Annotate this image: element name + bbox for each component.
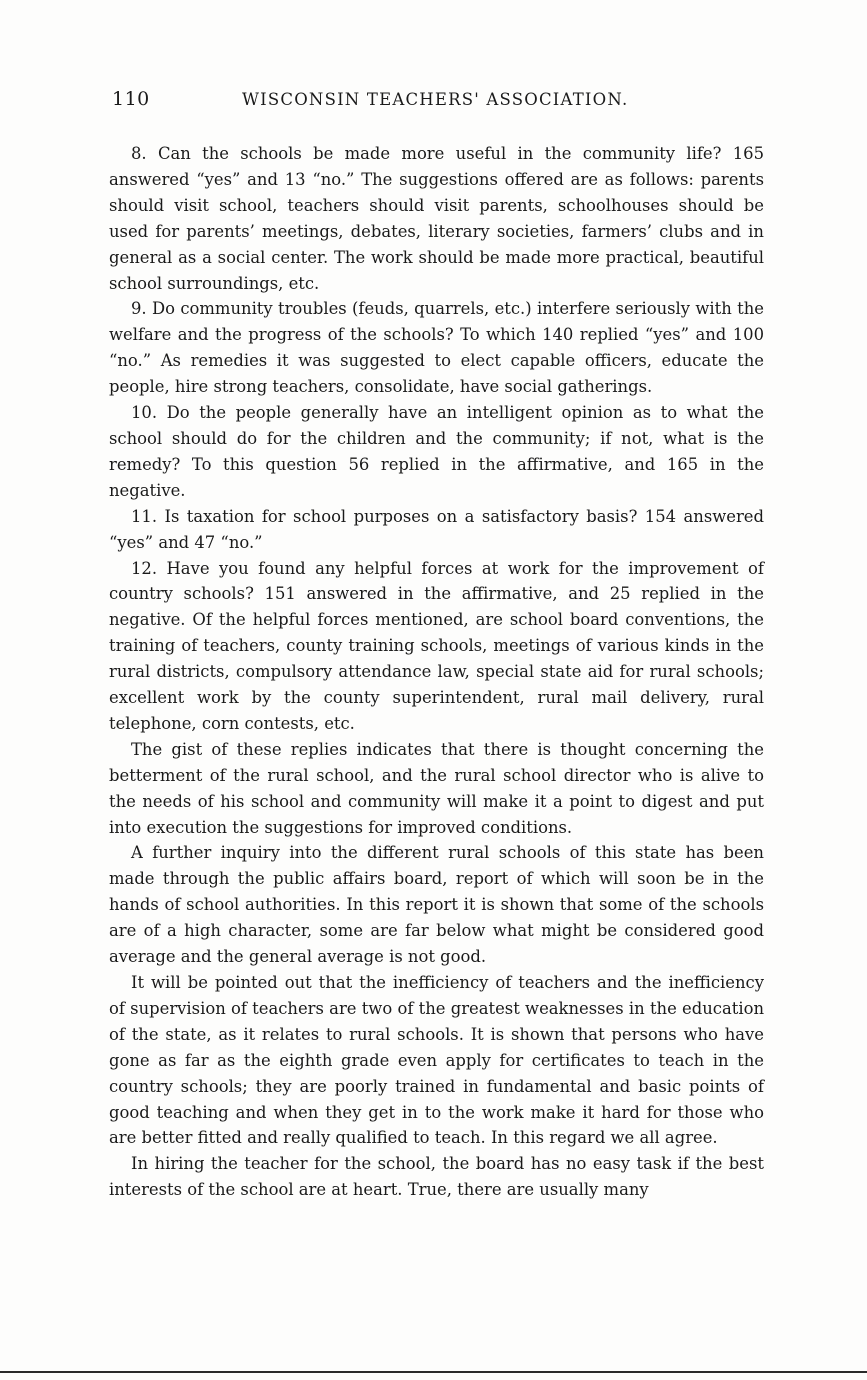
paragraph-question-11: 11. Is taxation for school purposes on a satisfactory basis? 154 answered “yes” and 47 “no.” bbox=[109, 506, 764, 552]
paragraph-question-8: 8. Can the schools be made more useful in the community life? 165 answered “yes” and 13 “no.” The suggestions offered are as follows: parents should visit school, teachers should visit parents, schoolhouses should be used for parents’ meetings, debates, literary societies, farmers’ clubs and in general as a social center. The work should be made more practical, beautiful school surroundings, etc. bbox=[109, 144, 764, 293]
paragraph-question-12: 12. Have you found any helpful forces at work for the improvement of country schools? 151 answered in the affirmative, and 25 replied in the negative. Of the helpful forces mentioned, are school board conventions, the training of teachers, county training schools, meetings of various kinds in the rural districts, compulsory attendance law, special state aid for rural schools; excellent work by the county superintendent, rural mail delivery, rural telephone, corn contests, etc. bbox=[109, 558, 764, 733]
bottom-edge-rule bbox=[0, 1371, 867, 1373]
page-number: 110 bbox=[112, 88, 150, 110]
page-header bbox=[112, 88, 762, 114]
running-title: WISCONSIN TEACHERS' ASSOCIATION. bbox=[242, 90, 629, 109]
paragraph-inefficiency: It will be pointed out that the inefficiency of teachers and the inefficiency of supervision of teachers are two of the greatest weaknesses in the education of the state, as it relates to rural schools. It is shown that persons who have gone as far as the eighth grade even apply for certificates to teach in the country schools; they are poorly trained in fundamental and basic points of good teaching and when they get in to the work make it hard for those who are better fitted and really qualified to teach. In this regard we all agree. bbox=[109, 973, 764, 1148]
body-text bbox=[109, 141, 764, 1203]
paragraph-question-10: 10. Do the people generally have an intelligent opinion as to what the school should do for the children and the community; if not, what is the remedy? To this question 56 replied in the affirmative, and 165 in the negative. bbox=[109, 403, 764, 500]
paragraph-hiring-teacher: In hiring the teacher for the school, the board has no easy task if the best interests of the school are at heart. True, there are usually many bbox=[109, 1154, 764, 1200]
paragraph-gist: The gist of these replies indicates that there is thought concerning the betterment of the rural school, and the rural school director who is alive to the needs of his school and community will make it a point to digest and put into execution the suggestions for improved conditions. bbox=[109, 739, 764, 837]
paragraph-further-inquiry: A further inquiry into the different rural schools of this state has been made through the public affairs board, report of which will soon be in the hands of school authorities. In this report it is shown that some of the schools are of a high character, some are far below what might be considered good average and the general average is not good. bbox=[109, 843, 764, 967]
paragraph-question-9: 9. Do community troubles (feuds, quarrels, etc.) interfere seriously with the welfare and the progress of the schools? To which 140 replied “yes” and 100 “no.” As remedies it was suggested to elect capable officers, educate the people, hire strong teachers, consolidate, have social gatherings. bbox=[109, 299, 764, 397]
